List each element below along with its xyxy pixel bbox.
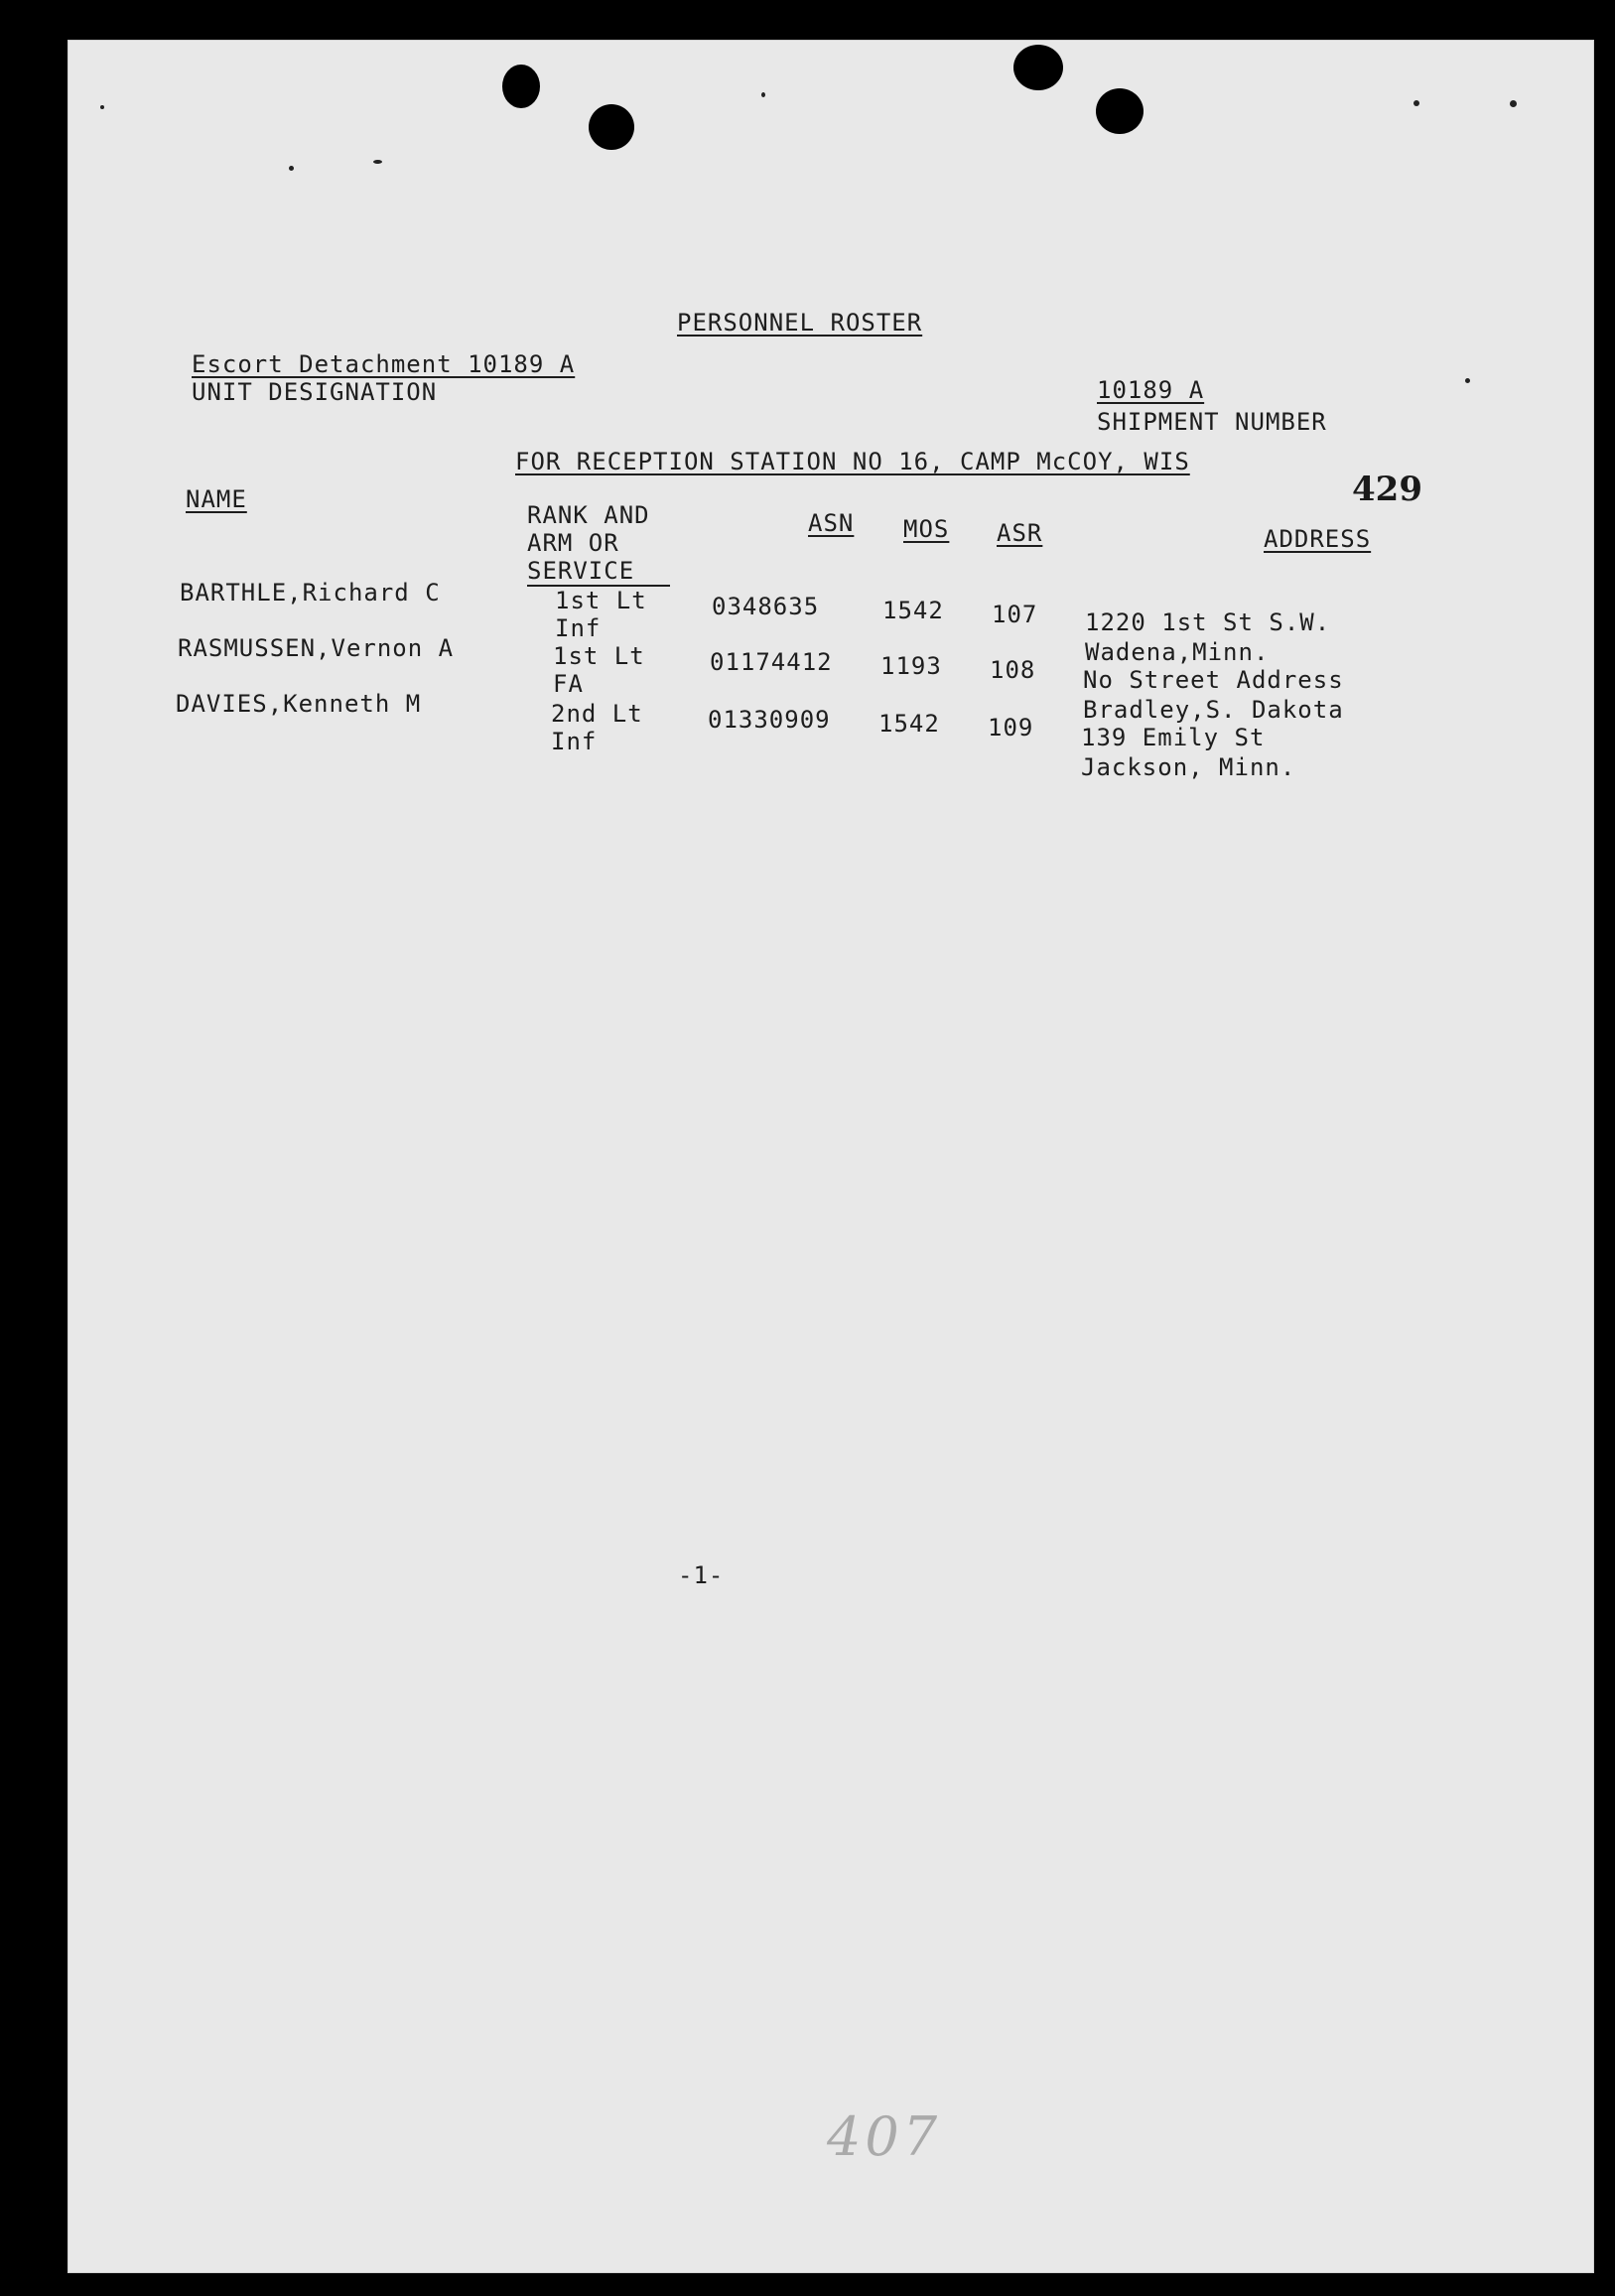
punch-hole-4 xyxy=(1096,88,1144,134)
row-1-address-line1: 1220 1st St S.W. xyxy=(1085,608,1331,636)
punch-hole-3 xyxy=(1013,45,1063,90)
speck xyxy=(1510,100,1517,107)
col-rank-line3: SERVICE xyxy=(527,557,635,585)
row-2-asn: 01174412 xyxy=(710,648,833,676)
row-3-asr: 109 xyxy=(988,714,1034,742)
row-2-arm: FA xyxy=(553,670,584,698)
unit-designation-value: Escort Detachment 10189 A xyxy=(192,350,576,378)
row-1-rank: 1st Lt xyxy=(555,587,647,614)
row-1-mos: 1542 xyxy=(882,597,944,624)
row-2-rank: 1st Lt xyxy=(553,642,645,670)
document-page xyxy=(67,40,1594,2273)
row-3-rank: 2nd Lt xyxy=(551,700,643,728)
row-2-address-line1: No Street Address xyxy=(1083,666,1344,694)
row-3-arm: Inf xyxy=(551,728,598,755)
speck xyxy=(289,166,294,171)
col-address: ADDRESS xyxy=(1264,525,1372,553)
row-1-arm: Inf xyxy=(555,614,602,642)
unit-designation-label: UNIT DESIGNATION xyxy=(192,378,438,406)
col-rank-line2: ARM OR xyxy=(527,529,619,557)
destination-line: FOR RECEPTION STATION NO 16, CAMP McCOY, WIS xyxy=(515,448,1190,475)
row-1-asr: 107 xyxy=(992,601,1038,628)
row-2-asr: 108 xyxy=(990,656,1036,684)
row-2-name: RASMUSSEN,Vernon A xyxy=(178,634,455,662)
shipment-number-value: 10189 A xyxy=(1097,376,1205,404)
page-number: -1- xyxy=(678,1561,725,1589)
row-3-mos: 1542 xyxy=(878,710,940,738)
punch-hole-2 xyxy=(589,104,634,150)
row-3-name: DAVIES,Kenneth M xyxy=(176,690,422,718)
col-name: NAME xyxy=(186,485,247,513)
speck xyxy=(761,92,765,97)
row-2-mos: 1193 xyxy=(880,652,942,680)
speck xyxy=(373,160,382,164)
handwritten-number: 407 xyxy=(827,2105,942,2168)
page-title: PERSONNEL ROSTER xyxy=(677,309,923,337)
col-mos: MOS xyxy=(903,515,950,543)
col-rank-line1: RANK AND xyxy=(527,501,650,529)
shipment-number-label: SHIPMENT NUMBER xyxy=(1097,408,1327,436)
row-1-name: BARTHLE,Richard C xyxy=(180,579,441,607)
speck xyxy=(100,105,104,109)
row-2-address-line2: Bradley,S. Dakota xyxy=(1083,696,1344,724)
speck xyxy=(1413,100,1419,106)
stamp-number: 429 xyxy=(1352,470,1422,509)
row-3-asn: 01330909 xyxy=(708,706,831,734)
punch-hole-1 xyxy=(502,65,540,108)
col-asr: ASR xyxy=(997,519,1043,547)
row-1-asn: 0348635 xyxy=(712,593,820,620)
speck xyxy=(1465,378,1470,383)
row-3-address-line2: Jackson, Minn. xyxy=(1081,753,1296,781)
col-asn: ASN xyxy=(808,509,855,537)
row-3-address-line1: 139 Emily St xyxy=(1081,724,1266,751)
row-1-address-line2: Wadena,Minn. xyxy=(1085,638,1270,666)
